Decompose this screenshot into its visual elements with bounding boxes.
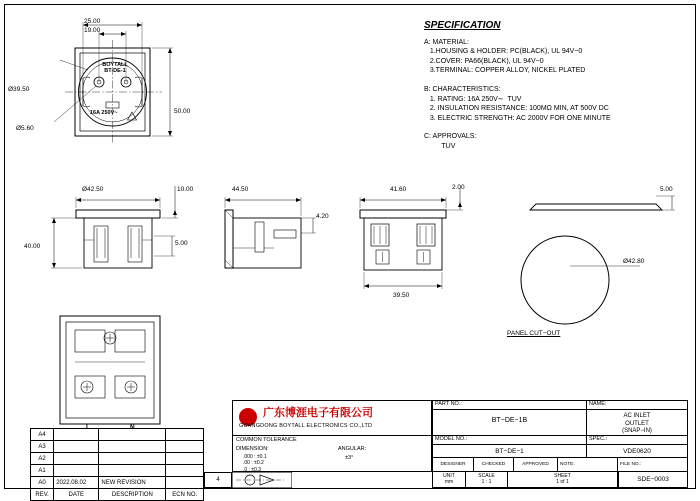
- company-banner: [232, 400, 432, 436]
- tolerance-rows: [243, 454, 267, 473]
- angular-label: ANGULAR:: [338, 446, 367, 452]
- rev-cell: A2: [31, 453, 54, 465]
- name-line-1: AC INLET: [623, 413, 651, 419]
- terminal-label-l: L: [86, 424, 90, 431]
- approval-block: [432, 458, 688, 472]
- gasket-dim-5: 5.00: [660, 186, 673, 193]
- unit-value: mm: [444, 479, 454, 485]
- file-no-label: FILE NO.:: [618, 458, 688, 472]
- ecn-cell: [166, 465, 204, 477]
- midside-dim-420: 4.20: [316, 213, 329, 220]
- front-view: [20, 18, 220, 168]
- note-label: NOTE:: [558, 458, 618, 472]
- tolerance-row-0: .000 : ±0.1: [243, 454, 267, 460]
- table-row: [31, 453, 204, 465]
- table-row: [31, 441, 204, 453]
- name-line-2: OUTLET: [625, 420, 649, 427]
- ecn-cell: [166, 477, 204, 489]
- date-cell: [54, 429, 99, 441]
- side-dim-d4250: Ø42.50: [82, 186, 104, 193]
- spec-line-3: 3.TERMINAL: COPPER ALLOY, NICKEL PLATED: [424, 67, 586, 75]
- sheet-label: SHEET: [554, 473, 571, 479]
- terminal-label-n: N: [130, 424, 135, 431]
- front-dim-50: 50.00: [174, 108, 191, 115]
- spec-label: SPEC.:: [587, 436, 688, 445]
- tolerance-block: [232, 436, 432, 472]
- spec-line-5: B: CHARACTERISTICS:: [424, 86, 501, 94]
- spec-line-6: 1. RATING: 16A 250V∼ TUV: [424, 95, 522, 103]
- projection-symbol-icon: [232, 472, 292, 488]
- rev-cell: A4: [31, 429, 54, 441]
- side-dim-5: 5.00: [175, 240, 188, 247]
- side-dim-40: 40.00: [24, 243, 41, 250]
- spec-line-8: 3. ELECTRIC STRENGTH: AC 2000V FOR ONE MINUTE: [424, 114, 611, 122]
- rear-dim-3950: 39.50: [393, 292, 410, 299]
- sheet-cell: [508, 472, 618, 488]
- brand-model: BT-DE-1: [104, 68, 126, 74]
- table-row: [31, 477, 204, 489]
- cutout-dim-d4280: Ø42.80: [623, 258, 645, 265]
- front-dim-25: 25.00: [84, 18, 101, 25]
- name-value: [587, 410, 688, 436]
- spec-value: VDE0620: [587, 445, 688, 458]
- terminal-view: [30, 310, 210, 440]
- table-header-row: [31, 489, 204, 501]
- front-dim-d560: Ø5.60: [16, 125, 34, 132]
- rear-dim-2: 2.00: [452, 184, 465, 191]
- spec-line-10: C: APPROVALS:: [424, 133, 477, 141]
- table-row: [31, 465, 204, 477]
- tolerance-row-2: .0 : ±0.3: [243, 466, 262, 473]
- desc-cell: [99, 429, 166, 441]
- panel-cutout-label: PANEL CUT−OUT: [507, 330, 561, 337]
- rev-cell: A1: [31, 465, 54, 477]
- rear-view: [340, 178, 500, 308]
- ecn-cell: [166, 453, 204, 465]
- rev-header-description: DESCRIPTION: [99, 489, 166, 501]
- unit-cell: [432, 472, 466, 488]
- table-row: [31, 429, 204, 441]
- rating-marking: 16A 250V~: [90, 110, 118, 116]
- designer-col: DESIGNER: [432, 458, 474, 472]
- specification-title: SPECIFICATION: [424, 20, 501, 31]
- side-left-view: [20, 178, 210, 298]
- desc-cell: [99, 453, 166, 465]
- model-no-label: MODEL NO.:: [432, 436, 587, 445]
- desc-cell: NEW REVISION: [99, 477, 166, 489]
- scale-label: SCALE: [478, 473, 495, 479]
- side-dim-10: 10.00: [177, 186, 194, 193]
- ecn-cell: [166, 441, 204, 453]
- rev-cell: A3: [31, 441, 54, 453]
- gasket-view: [520, 178, 680, 228]
- side-mid-view: [210, 178, 340, 298]
- unit-scale-sheet-block: [432, 472, 618, 488]
- model-spec-block: [432, 436, 688, 458]
- angular-value: ±3°: [345, 455, 354, 461]
- sheet-value: 1 of 1: [556, 479, 569, 485]
- scale-cell: [466, 472, 508, 488]
- specification-body: [424, 38, 611, 151]
- name-label: NAME:: [587, 400, 688, 410]
- front-dim-d3950: Ø39.50: [8, 86, 30, 93]
- desc-cell: [99, 441, 166, 453]
- scale-value: 1 : 1: [481, 479, 492, 485]
- spec-line-7: 2. INSULATION RESISTANCE: 100MΩ MIN, AT 500V DC: [424, 105, 609, 113]
- rev-cell: A0: [31, 477, 54, 489]
- spec-line-0: A: MATERIAL:: [424, 39, 469, 46]
- date-cell: [54, 465, 99, 477]
- date-cell: [54, 441, 99, 453]
- brand-logo: [95, 62, 135, 74]
- name-line-3: (SNAP−IN): [622, 428, 652, 434]
- tolerance-title: COMMON TOLERANCE: [236, 437, 297, 443]
- unit-label: UNIT: [443, 473, 455, 479]
- rev-header-ecn: ECN NO.: [166, 489, 204, 501]
- spec-line-2: 2.COVER: PA66(BLACK), UL 94V−0: [424, 57, 544, 65]
- brand-name: BOYTALL: [102, 62, 128, 68]
- part-name-block: [432, 400, 688, 436]
- panel-cutout-view: [490, 230, 670, 340]
- projection-number: 4: [204, 472, 232, 488]
- tolerance-row-1: .00 : ±0.2: [243, 460, 264, 467]
- model-no-value: BT−DE−1: [432, 445, 587, 458]
- approved-col: APPROVED: [514, 458, 558, 472]
- rev-header-date: DATE: [54, 489, 99, 501]
- checked-col: CHECKED: [474, 458, 514, 472]
- ecn-cell: [166, 429, 204, 441]
- rev-header-rev: REV.: [31, 489, 54, 501]
- desc-cell: [99, 465, 166, 477]
- date-cell: [54, 453, 99, 465]
- date-cell: 2022.08.02: [54, 477, 99, 489]
- dimension-label: DIMENSION:: [236, 446, 269, 452]
- front-dim-19: 19.00: [84, 27, 101, 34]
- spec-line-11: TUV: [424, 142, 456, 150]
- file-no-value: SDE−0003: [618, 472, 688, 488]
- rear-dim-4160: 41.60: [390, 186, 407, 193]
- part-no-value: BT−DE−1B: [432, 410, 587, 436]
- company-name-en: GUANGDONG BOYTALL ELECTRONICS CO.,LTD: [239, 423, 373, 429]
- spec-line-1: 1.HOUSING & HOLDER: PC(BLACK), UL 94V−0: [424, 48, 583, 56]
- part-no-label: PART NO.:: [432, 400, 587, 410]
- revision-table: [30, 428, 204, 501]
- company-name-cn: 广东博涯电子有限公司: [263, 407, 373, 419]
- midside-dim-4450: 44.50: [232, 186, 249, 193]
